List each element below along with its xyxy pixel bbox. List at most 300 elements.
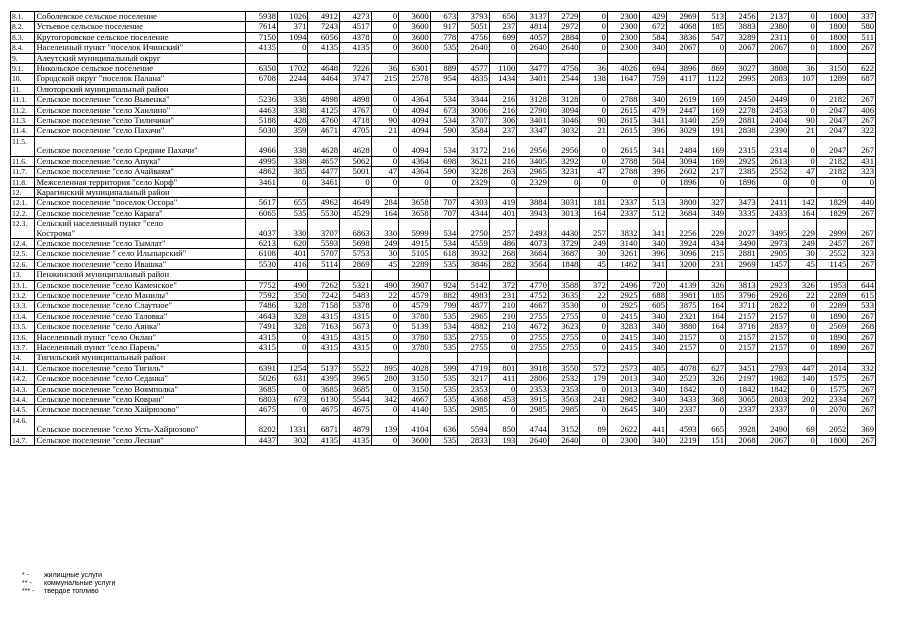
footnote xyxy=(22,572,115,580)
value-cell: 0 xyxy=(371,343,399,353)
value-cell: 0 xyxy=(698,43,726,53)
value-cell: 2182 xyxy=(816,167,848,177)
value-cell: 3875 xyxy=(667,301,699,311)
value-cell: 0 xyxy=(580,43,608,53)
value-cell: 267 xyxy=(848,343,876,353)
footnote-mark: ** - xyxy=(22,580,32,587)
value-cell: 698 xyxy=(430,156,458,166)
value-cell: 2067 xyxy=(726,43,758,53)
row-number: 10. xyxy=(11,74,35,84)
value-cell: 2390 xyxy=(757,126,789,136)
table-row xyxy=(11,198,876,208)
value-cell: 3621 xyxy=(458,156,490,166)
value-cell: 4430 xyxy=(548,219,580,239)
settlement-name-line: Крутогоровское сельское поселение xyxy=(36,32,169,42)
value-cell: 534 xyxy=(430,219,458,239)
value-cell: 2014 xyxy=(816,363,848,373)
value-cell: 164 xyxy=(371,208,399,218)
value-cell: 3687 xyxy=(548,249,580,259)
value-cell: 340 xyxy=(639,395,667,405)
value-cell: 2457 xyxy=(816,238,848,248)
settlement-name-line: Населенный пункт "поселок Ичинский" xyxy=(36,42,184,53)
value-cell: 3140 xyxy=(667,116,699,126)
value-cell: 5321 xyxy=(340,280,372,290)
value-cell: 202 xyxy=(789,395,817,405)
value-cell xyxy=(277,353,308,363)
value-cell: 4675 xyxy=(340,405,372,415)
value-cell: 4073 xyxy=(517,238,549,248)
value-cell: 140 xyxy=(789,374,817,384)
value-cell: 2925 xyxy=(607,301,639,311)
value-cell: 2969 xyxy=(667,12,699,22)
value-cell: 0 xyxy=(580,12,608,22)
value-cell: 5062 xyxy=(340,156,372,166)
value-cell: 2289 xyxy=(816,301,848,311)
value-cell: 406 xyxy=(848,105,876,115)
value-cell: 401 xyxy=(277,249,308,259)
value-cell: 257 xyxy=(580,219,608,239)
value-cell: 4068 xyxy=(667,22,699,32)
value-cell: 5698 xyxy=(340,238,372,248)
table-row xyxy=(11,126,876,136)
value-cell: 2300 xyxy=(607,43,639,53)
value-cell: 151 xyxy=(698,435,726,445)
value-cell: 479 xyxy=(639,105,667,115)
value-cell: 164 xyxy=(698,311,726,321)
value-cell: 441 xyxy=(639,415,667,435)
value-cell: 396 xyxy=(639,126,667,136)
value-cell: 2404 xyxy=(757,116,789,126)
value-cell: 3664 xyxy=(517,249,549,259)
value-cell: 0 xyxy=(580,301,608,311)
table-row xyxy=(11,280,876,290)
value-cell xyxy=(517,84,549,94)
value-cell xyxy=(340,53,372,63)
value-cell: 22 xyxy=(580,290,608,300)
value-cell xyxy=(430,353,458,363)
value-cell: 7592 xyxy=(246,290,278,300)
value-cell: 2869 xyxy=(340,259,372,269)
value-cell: 4364 xyxy=(399,167,431,177)
value-cell: 328 xyxy=(277,311,308,321)
value-cell: 0 xyxy=(698,405,726,415)
value-cell: 267 xyxy=(848,311,876,321)
value-cell: 4315 xyxy=(246,343,278,353)
value-cell: 1800 xyxy=(816,435,848,445)
settlement-name-line: Городской округ "поселок Палана" xyxy=(36,73,165,84)
value-cell: 453 xyxy=(489,395,517,405)
value-cell: 36 xyxy=(371,64,399,74)
value-cell: 4078 xyxy=(667,363,699,373)
value-cell: 2973 xyxy=(757,238,789,248)
value-cell: 5114 xyxy=(308,259,340,269)
value-cell: 4628 xyxy=(308,136,340,156)
value-cell: 0 xyxy=(371,311,399,321)
value-cell: 4649 xyxy=(340,198,372,208)
value-cell: 2793 xyxy=(757,363,789,373)
row-number: 12. xyxy=(11,187,35,197)
value-cell: 2329 xyxy=(517,177,549,187)
value-cell: 3461 xyxy=(308,177,340,187)
value-cell: 2619 xyxy=(667,95,699,105)
settlement-name-line: Сельское поселение "село Средние Пахачи" xyxy=(36,145,198,156)
value-cell: 323 xyxy=(848,249,876,259)
value-cell: 5026 xyxy=(246,374,278,384)
value-cell: 7150 xyxy=(246,32,278,42)
settlement-name-line: Сельское поселение "село Вывенка" xyxy=(36,94,170,105)
value-cell: 3896 xyxy=(667,64,699,74)
value-cell: 2385 xyxy=(726,167,758,177)
value-cell xyxy=(816,84,848,94)
settlement-name xyxy=(35,238,246,248)
value-cell: 2157 xyxy=(726,332,758,342)
value-cell: 3600 xyxy=(399,435,431,445)
value-cell: 2925 xyxy=(726,156,758,166)
value-cell: 0 xyxy=(371,32,399,42)
value-cell: 618 xyxy=(430,249,458,259)
value-cell: 2965 xyxy=(517,167,549,177)
value-cell: 707 xyxy=(430,198,458,208)
value-cell: 3924 xyxy=(667,238,699,248)
settlement-name-line: Сельское поселение "село Ачайваям" xyxy=(36,166,174,177)
value-cell xyxy=(816,187,848,197)
value-cell: 2755 xyxy=(458,343,490,353)
value-cell: 5188 xyxy=(246,116,278,126)
value-cell xyxy=(698,187,726,197)
value-cell: 2047 xyxy=(816,116,848,126)
value-cell: 1100 xyxy=(489,64,517,74)
value-cell: 2552 xyxy=(757,167,789,177)
settlement-name-line: Никольское сельское поселение xyxy=(36,63,154,74)
settlement-name xyxy=(35,415,246,435)
value-cell: 0 xyxy=(277,332,308,342)
value-cell: 2334 xyxy=(816,395,848,405)
value-cell: 2329 xyxy=(458,177,490,187)
value-cell: 3530 xyxy=(548,301,580,311)
value-cell: 2755 xyxy=(548,343,580,353)
value-cell: 338 xyxy=(277,105,308,115)
settlement-name xyxy=(35,156,246,166)
table-row xyxy=(11,177,876,187)
value-cell xyxy=(726,270,758,280)
settlement-name xyxy=(35,136,246,156)
value-cell: 2337 xyxy=(726,405,758,415)
value-cell: 2415 xyxy=(607,332,639,342)
value-cell: 535 xyxy=(430,343,458,353)
value-cell: 2411 xyxy=(757,198,789,208)
value-cell: 720 xyxy=(639,280,667,290)
value-cell: 284 xyxy=(371,198,399,208)
settlement-name-line: Сельское поселение "село Лесная" xyxy=(36,435,164,445)
value-cell: 5139 xyxy=(399,322,431,332)
settlement-name xyxy=(35,259,246,269)
value-cell: 2300 xyxy=(607,32,639,42)
settlement-name-line: Олюторский муниципальный район xyxy=(36,84,169,94)
value-cell: 169 xyxy=(698,105,726,115)
value-cell: 3600 xyxy=(399,12,431,22)
value-cell: 6350 xyxy=(246,64,278,74)
value-cell: 3335 xyxy=(726,208,758,218)
value-cell: 4628 xyxy=(340,136,372,156)
value-cell: 1462 xyxy=(607,259,639,269)
value-cell: 801 xyxy=(489,363,517,373)
value-cell: 4094 xyxy=(399,126,431,136)
value-cell: 2484 xyxy=(667,136,699,156)
value-cell xyxy=(607,187,639,197)
value-cell: 4125 xyxy=(308,105,340,115)
value-cell: 2615 xyxy=(607,116,639,126)
value-cell: 179 xyxy=(580,374,608,384)
value-cell xyxy=(667,84,699,94)
value-cell: 237 xyxy=(489,22,517,32)
value-cell: 0 xyxy=(789,95,817,105)
value-cell: 0 xyxy=(371,301,399,311)
value-cell: 6301 xyxy=(399,64,431,74)
value-cell: 2615 xyxy=(607,105,639,115)
value-cell: 2640 xyxy=(458,43,490,53)
value-cell: 535 xyxy=(430,374,458,384)
table-row xyxy=(11,311,876,321)
value-cell: 0 xyxy=(399,177,431,187)
settlement-name xyxy=(35,53,246,63)
value-cell: 4094 xyxy=(399,116,431,126)
value-cell: 4966 xyxy=(246,136,278,156)
value-cell: 4995 xyxy=(246,156,278,166)
value-cell: 434 xyxy=(698,238,726,248)
value-cell: 306 xyxy=(489,116,517,126)
value-cell: 5530 xyxy=(246,259,278,269)
value-cell: 534 xyxy=(430,322,458,332)
value-cell: 4756 xyxy=(548,64,580,74)
value-cell xyxy=(607,84,639,94)
value-cell: 2573 xyxy=(607,363,639,373)
value-cell: 3228 xyxy=(458,167,490,177)
footnotes xyxy=(22,572,115,596)
value-cell xyxy=(399,270,431,280)
footnote xyxy=(22,580,115,588)
value-cell: 2822 xyxy=(757,301,789,311)
value-cell xyxy=(639,84,667,94)
value-cell: 3658 xyxy=(399,208,431,218)
row-number: 12.4. xyxy=(11,238,35,248)
value-cell: 2999 xyxy=(816,219,848,239)
row-number: 11.5. xyxy=(11,136,35,156)
value-cell: 2182 xyxy=(816,95,848,105)
value-cell xyxy=(726,353,758,363)
value-cell xyxy=(277,187,308,197)
value-cell: 0 xyxy=(580,32,608,42)
value-cell: 107 xyxy=(789,74,817,84)
value-cell xyxy=(639,53,667,63)
value-cell: 2197 xyxy=(726,374,758,384)
value-cell: 3584 xyxy=(458,126,490,136)
value-cell: 4898 xyxy=(308,95,340,105)
value-cell: 0 xyxy=(371,384,399,394)
value-cell: 45 xyxy=(580,259,608,269)
row-number: 13. xyxy=(11,270,35,280)
value-cell: 267 xyxy=(848,116,876,126)
value-cell xyxy=(340,187,372,197)
value-cell: 4675 xyxy=(308,405,340,415)
value-cell: 3401 xyxy=(517,74,549,84)
value-cell: 0 xyxy=(371,322,399,332)
row-number: 13.6. xyxy=(11,332,35,342)
value-cell: 259 xyxy=(698,116,726,126)
settlement-name-line: Сельское поселение "село Ковран" xyxy=(36,394,165,405)
settlement-name xyxy=(35,280,246,290)
value-cell: 3140 xyxy=(607,238,639,248)
value-cell xyxy=(489,84,517,94)
value-cell: 2496 xyxy=(607,280,639,290)
value-cell: 2219 xyxy=(667,435,699,445)
value-cell: 2137 xyxy=(757,12,789,22)
value-cell: 590 xyxy=(430,167,458,177)
value-cell: 1457 xyxy=(757,259,789,269)
value-cell: 2157 xyxy=(757,332,789,342)
value-cell: 4477 xyxy=(308,167,340,177)
value-cell: 164 xyxy=(698,301,726,311)
row-number: 14.6. xyxy=(11,415,35,435)
value-cell: 2956 xyxy=(517,136,549,156)
value-cell: 3065 xyxy=(726,395,758,405)
value-cell: 2083 xyxy=(757,74,789,84)
settlement-name-line: Сельское поселение "село Тымлат" xyxy=(36,238,166,248)
value-cell: 0 xyxy=(580,322,608,332)
value-cell: 267 xyxy=(848,208,876,218)
value-cell: 3292 xyxy=(548,156,580,166)
value-cell xyxy=(246,270,278,280)
settlement-name-line: Сельское поселение "село Тигиль" xyxy=(36,363,164,373)
row-number: 11.7. xyxy=(11,167,35,177)
value-cell: 340 xyxy=(639,322,667,332)
settlement-name-line: Тигильский муниципальный район xyxy=(36,352,166,363)
value-cell xyxy=(399,187,431,197)
settlement-name xyxy=(35,249,246,259)
value-cell: 534 xyxy=(430,95,458,105)
value-cell: 2067 xyxy=(757,435,789,445)
value-cell: 2640 xyxy=(548,435,580,445)
value-cell: 0 xyxy=(789,136,817,156)
table-row xyxy=(11,384,876,394)
value-cell xyxy=(246,53,278,63)
value-cell xyxy=(399,353,431,363)
settlement-name-line: Сельское поселение "село Хайрюзово" xyxy=(36,404,180,415)
value-cell: 185 xyxy=(698,22,726,32)
table-row xyxy=(11,156,876,166)
value-cell: 0 xyxy=(371,105,399,115)
settlement-name xyxy=(35,363,246,373)
row-number: 13.1. xyxy=(11,280,35,290)
value-cell: 0 xyxy=(789,435,817,445)
value-cell: 3029 xyxy=(667,126,699,136)
value-cell: 5001 xyxy=(340,167,372,177)
settlement-name xyxy=(35,208,246,218)
value-cell: 0 xyxy=(789,12,817,22)
value-cell: 216 xyxy=(489,156,517,166)
value-cell: 2300 xyxy=(607,22,639,32)
value-cell: 0 xyxy=(789,332,817,342)
value-cell: 0 xyxy=(789,32,817,42)
value-cell: 2067 xyxy=(667,43,699,53)
value-cell: 513 xyxy=(698,12,726,22)
value-cell: 4117 xyxy=(667,74,699,84)
value-cell: 1800 xyxy=(816,43,848,53)
value-cell: 850 xyxy=(489,415,517,435)
value-cell: 7262 xyxy=(308,280,340,290)
value-cell: 2321 xyxy=(667,311,699,321)
value-cell xyxy=(698,270,726,280)
value-cell: 6056 xyxy=(308,32,340,42)
value-cell: 584 xyxy=(639,32,667,42)
value-cell: 164 xyxy=(698,322,726,332)
value-cell: 328 xyxy=(277,301,308,311)
value-cell: 36 xyxy=(580,64,608,74)
value-cell: 7158 xyxy=(308,301,340,311)
settlement-name-line: Пенжинский муниципальный район xyxy=(36,269,170,280)
value-cell: 3684 xyxy=(667,208,699,218)
value-cell xyxy=(816,53,848,63)
value-cell: 2788 xyxy=(607,95,639,105)
table-row xyxy=(11,84,876,94)
value-cell: 535 xyxy=(430,395,458,405)
value-cell: 341 xyxy=(639,219,667,239)
value-cell: 268 xyxy=(489,249,517,259)
value-cell: 90 xyxy=(789,116,817,126)
value-cell: 2833 xyxy=(458,435,490,445)
value-cell: 534 xyxy=(430,136,458,156)
value-cell: 895 xyxy=(371,363,399,373)
value-cell: 2790 xyxy=(517,105,549,115)
value-cell: 4767 xyxy=(340,105,372,115)
value-cell: 4912 xyxy=(308,12,340,22)
value-cell: 323 xyxy=(848,167,876,177)
value-cell: 2544 xyxy=(548,74,580,84)
value-cell: 3747 xyxy=(340,74,372,84)
value-cell: 372 xyxy=(580,280,608,290)
value-cell: 535 xyxy=(430,405,458,415)
value-cell: 3965 xyxy=(340,374,372,384)
value-cell: 0 xyxy=(580,332,608,342)
row-number: 14. xyxy=(11,353,35,363)
value-cell: 4140 xyxy=(399,405,431,415)
value-cell: 2569 xyxy=(816,322,848,332)
table-row xyxy=(11,301,876,311)
value-cell: 371 xyxy=(277,22,308,32)
value-cell: 0 xyxy=(580,156,608,166)
value-cell: 4770 xyxy=(517,280,549,290)
value-cell xyxy=(580,84,608,94)
value-cell: 0 xyxy=(789,301,817,311)
value-cell: 340 xyxy=(639,238,667,248)
value-cell: 2755 xyxy=(517,332,549,342)
value-cell: 1896 xyxy=(726,177,758,187)
value-cell: 0 xyxy=(789,322,817,332)
settlement-name xyxy=(35,167,246,177)
value-cell: 0 xyxy=(489,384,517,394)
value-cell xyxy=(308,353,340,363)
value-cell xyxy=(607,53,639,63)
value-cell: 2552 xyxy=(816,249,848,259)
value-cell: 1094 xyxy=(277,32,308,42)
value-cell: 1289 xyxy=(816,74,848,84)
table-row xyxy=(11,74,876,84)
settlement-name-line: Сельское поселение "село Тиличики" xyxy=(36,115,175,126)
value-cell: 3289 xyxy=(726,32,758,42)
value-cell xyxy=(639,353,667,363)
value-cell xyxy=(726,53,758,63)
value-cell: 7486 xyxy=(246,301,278,311)
value-cell: 340 xyxy=(639,384,667,394)
